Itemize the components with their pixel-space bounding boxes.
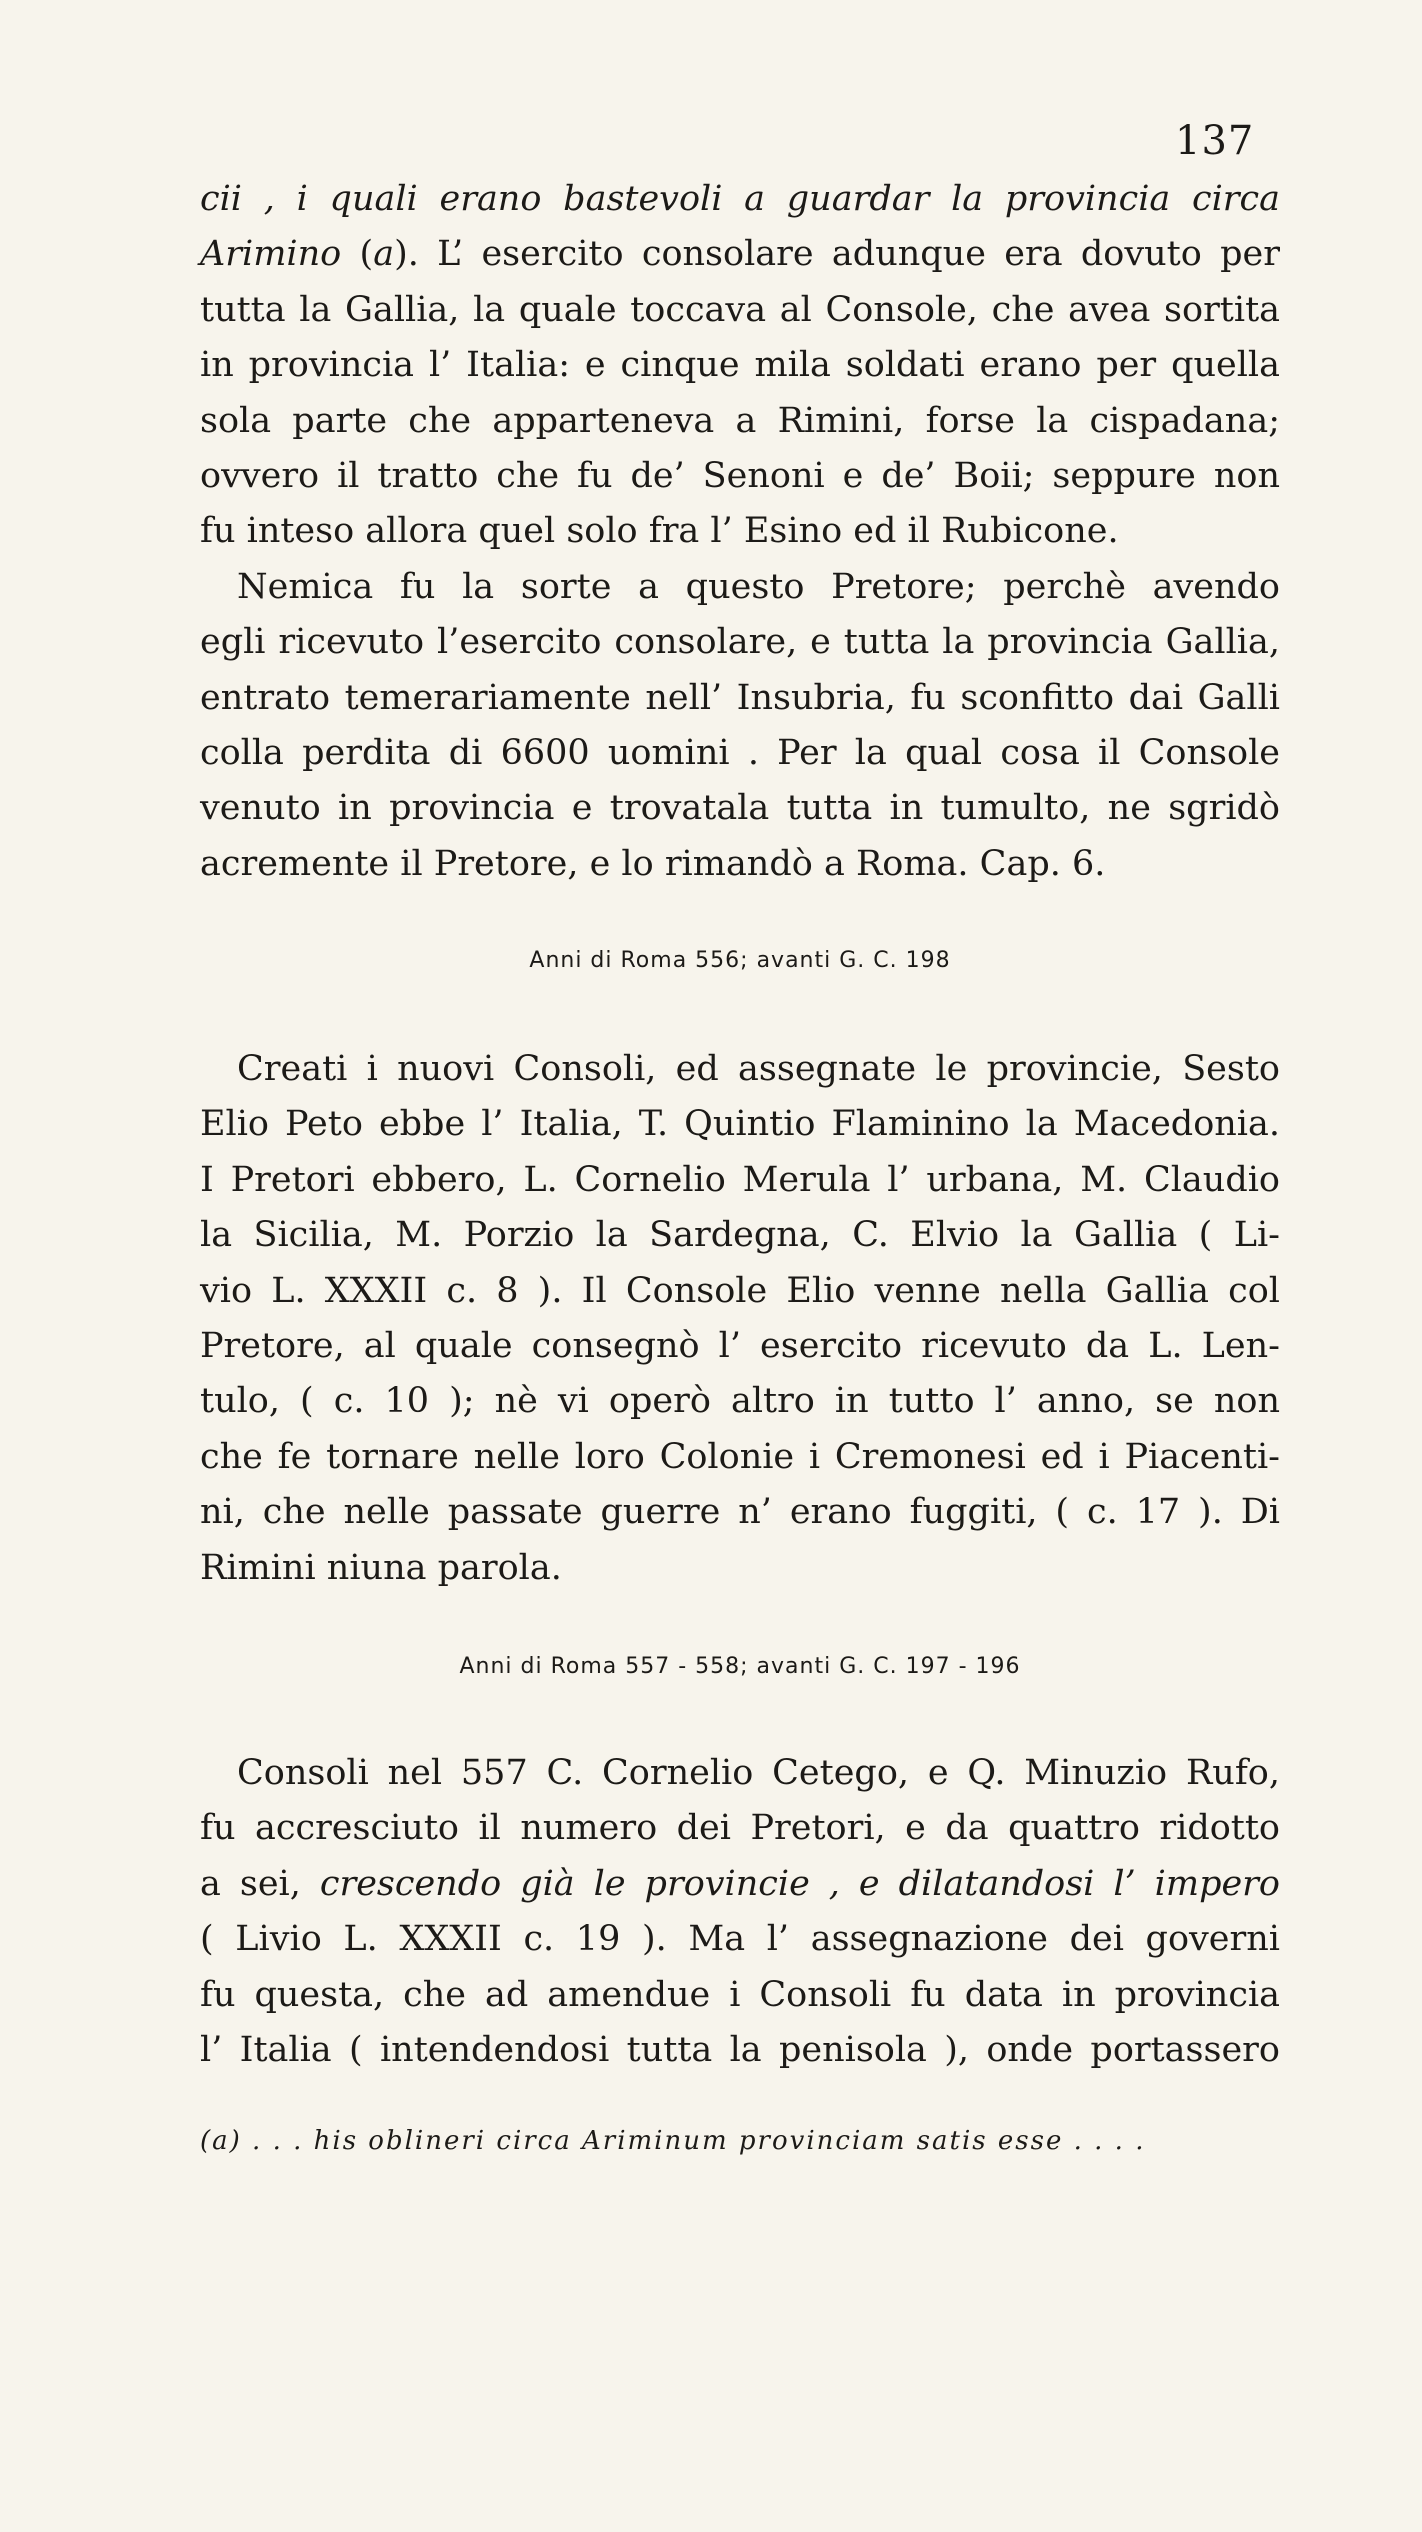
- footnote: (a) . . . his oblineri circa Ariminum provinciam satis esse . . . .: [200, 2126, 1146, 2157]
- text-line: vio L. XXXII c. 8 ). Il Console Elio venne nella Gallia col: [200, 1270, 1280, 1311]
- text-line: tulo, ( c. 10 ); nè vi operò altro in tutto l’ anno, se non: [200, 1381, 1280, 1422]
- text-line: acremente il Pretore, e lo rimandò a Roma. Cap. 6.: [200, 843, 1106, 884]
- footnote-marker: a: [373, 234, 395, 275]
- page-body: [200, 172, 1280, 2156]
- paragraph-3: [200, 1042, 1280, 1596]
- text-line: tutta la Gallia, la quale toccava al Console, che avea sortita: [200, 289, 1280, 330]
- text-line: I Pretori ebbero, L. Cornelio Merula l’ urbana, M. Claudio: [200, 1159, 1280, 1200]
- text-fragment: (: [341, 234, 374, 275]
- text-line: egli ricevuto l’esercito consolare, e tutta la provincia Gallia,: [200, 622, 1280, 663]
- text-line: Consoli nel 557 C. Cornelio Cetego, e Q. Minuzio Rufo,: [237, 1752, 1280, 1793]
- paragraph-1: [200, 172, 1280, 560]
- text-line: la Sicilia, M. Porzio la Sardegna, C. Elvio la Gallia ( Li-: [200, 1215, 1280, 1256]
- quoted-phrase: crescendo già le provincie , e dilatandosi l’ impero: [319, 1863, 1280, 1904]
- text-line: ( Livio L. XXXII c. 19 ). Ma l’ assegnazione dei governi: [200, 1919, 1280, 1960]
- text-line: Elio Peto ebbe l’ Italia, T. Quintio Flaminino la Macedonia.: [200, 1104, 1280, 1145]
- text-line: entrato temerariamente nell’ Insubria, fu sconfitto dai Galli: [200, 677, 1280, 718]
- text-line: fu questa, che ad amendue i Consoli fu data in provincia: [200, 1974, 1280, 2015]
- section-heading-2: Anni di Roma 557 - 558; avanti G. C. 197 - 196: [459, 1653, 1021, 1679]
- text-line: venuto in provincia e trovatala tutta in tumulto, ne sgridò: [200, 788, 1280, 829]
- text-line: Rimini niuna parola.: [200, 1547, 562, 1588]
- text-line: ovvero il tratto che fu de’ Senoni e de’ Boii; seppure non: [200, 455, 1280, 496]
- text-line: fu inteso allora quel solo fra l’ Esino ed il Rubicone.: [200, 511, 1119, 552]
- text-line: sola parte che apparteneva a Rimini, forse la cispadana;: [200, 400, 1280, 441]
- paragraph-4: [200, 1746, 1280, 2078]
- text-line: fu accresciuto il numero dei Pretori, e da quattro ridotto: [200, 1808, 1280, 1849]
- section-heading-1: Anni di Roma 556; avanti G. C. 198: [529, 948, 951, 974]
- text-line: che fe tornare nelle loro Colonie i Cremonesi ed i Piacenti-: [200, 1436, 1280, 1477]
- page-number: 137: [1175, 118, 1255, 164]
- text-line: colla perdita di 6600 uomini . Per la qual cosa il Console: [200, 732, 1280, 773]
- paragraph-2: [200, 560, 1280, 892]
- place-name: Arimino: [200, 234, 342, 275]
- text-line: ni, che nelle passate guerre n’ erano fuggiti, ( c. 17 ). Di: [200, 1492, 1280, 1533]
- text-fragment: ). L’ esercito consolare adunque era dovuto per: [394, 234, 1280, 275]
- text-line: l’ Italia ( intendendosi tutta la penisola ), onde portassero: [200, 2029, 1280, 2070]
- text-line: cii , i quali erano bastevoli a guardar la provincia circa: [200, 179, 1280, 219]
- text-line: Pretore, al quale consegnò l’ esercito ricevuto da L. Len-: [200, 1326, 1280, 1367]
- text-line: in provincia l’ Italia: e cinque mila soldati erano per quella: [200, 345, 1280, 386]
- text-line: Nemica fu la sorte a questo Pretore; perchè avendo: [237, 566, 1280, 607]
- text-line: [200, 227, 1280, 282]
- text-line: [200, 1857, 1280, 1912]
- text-line: Creati i nuovi Consoli, ed assegnate le provincie, Sesto: [237, 1049, 1280, 1090]
- text-fragment: a sei,: [200, 1863, 320, 1904]
